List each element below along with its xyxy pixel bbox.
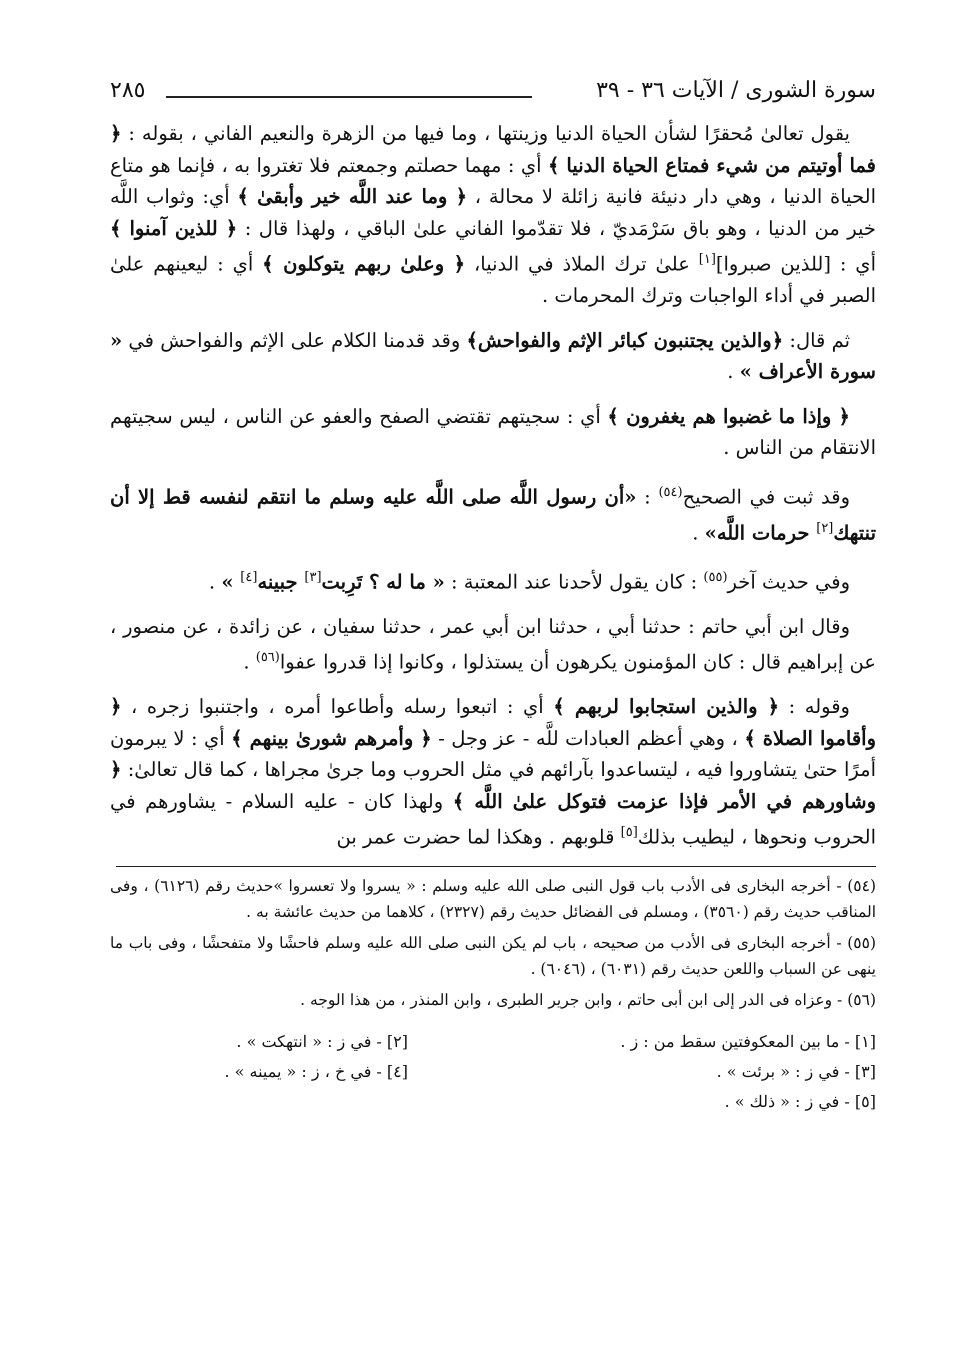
text-run: أي : لا يبرمون أمرًا حتىٰ يتشاوروا فيه ، ليتساعدوا بآرائهم في مثل الحروب وما جرىٰ مجراها ، كما قال تعالىٰ: — [110, 726, 876, 781]
footnote-56: (٥٦) - وعزاه فى الدر إلى ابن أبى حاتم ، وابن جرير الطبرى ، وابن المنذر ، من هذا الوجه . — [300, 991, 876, 1009]
reference-marker: (٥٤) — [658, 484, 683, 500]
running-title: سورة الشورى / الآيات ٣٦ - ٣٩ — [596, 78, 876, 103]
reference-marker: [٥] — [620, 825, 638, 840]
text-run: وقوله : — [779, 695, 850, 718]
quoted-text: ﴿ وأمرهم شورىٰ بينهم ﴾ — [231, 726, 432, 750]
text-run: يقول تعالىٰ مُحقرًا لشأن الحياة الدنيا وزينتها ، وما فيها من الزهرة والنعيم الفاني ، بقوله : — [121, 122, 850, 145]
text-run: . — [727, 360, 740, 383]
quoted-text: حرمات اللَّه» — [704, 521, 817, 544]
text-run: ثم قال: — [783, 328, 850, 352]
note-3: [٣] - في ز : « برئت » . — [716, 1062, 876, 1081]
text-run: أي : سجيتهم تقتضي الصفح والعفو عن الناس ، ليس سجيتهم الانتقام من الناس . — [110, 404, 876, 459]
text-run: : — [636, 485, 659, 508]
text-run: . — [692, 521, 705, 544]
reference-marker: [٤] — [240, 569, 258, 585]
paragraph — [110, 691, 876, 853]
quoted-text: ﴿والذين يجتنبون كبائر الإثم والفواحش﴾ — [466, 328, 784, 352]
text-run: وقال ابن أبي حاتم : حدثنا أبي ، حدثنا ابن أبي عمر ، حدثنا سفيان ، عن زائدة ، عن منصور ، عن إبراهيم قال : كان المؤمنون يكرهون أن يستذلوا ، وكانوا إذا قدروا عفوا — [110, 614, 876, 674]
footnote-55: (٥٥) - أخرجه البخارى فى الأدب من صحيحه ، باب لم يكن النبى صلى الله عليه وسلم فاحشًا ولا متفحشًا ، وفى باب ما ينهى عن السباب واللعن حديث رقم (٦٠٣١) ، (٦٠٤٦) . — [110, 934, 876, 978]
paragraph — [110, 611, 876, 679]
footnote-separator — [116, 866, 876, 867]
text-run: . — [243, 650, 256, 674]
paragraph — [110, 562, 876, 598]
paragraph — [110, 401, 876, 464]
quoted-text: ﴿ وعلىٰ ربهم يتوكلون ﴾ — [262, 252, 466, 276]
reference-marker: (٥٦) — [255, 650, 280, 665]
note-row — [110, 1027, 876, 1057]
quoted-text: ﴿ وشاورهم في الأمر فإذا عزمت فتوكل علىٰ اللَّه ﴾ — [110, 758, 876, 813]
reference-marker: [٢] — [816, 520, 834, 536]
page-header — [110, 78, 876, 114]
note-1: [١] - ما بين المعكوفتين سقط من : ز . — [620, 1032, 876, 1051]
note-row — [110, 1057, 876, 1087]
text-run: ، وهي أعظم العبادات للَّه - عز وجل - — [431, 726, 745, 750]
header-rule — [166, 96, 532, 98]
editor-notes — [110, 1027, 876, 1117]
text-run: أي : اتبعوا رسله وأطاعوا أمره ، واجتنبوا زجره ، — [121, 695, 554, 718]
text-run: وقد ثبت في الصحيح — [682, 485, 851, 508]
quoted-text: ﴿ وما عند اللَّه خير وأبقىٰ ﴾ — [237, 185, 468, 208]
quoted-text: جبينه — [257, 570, 305, 593]
paragraph — [110, 325, 876, 388]
note-5: [٥] - في ز : « ذلك » . — [724, 1092, 876, 1111]
quoted-text: ﴿ والذين استجابوا لربهم ﴾ — [553, 695, 780, 718]
main-text — [110, 118, 876, 853]
reference-marker: [٣] — [304, 569, 322, 585]
text-run: أي : مهما حصلتم وجمعتم فلا تغتروا به ، فإنما هو متاع الحياة الدنيا ، وهي دار دنيئة فانية زائلة لا محالة ، — [110, 153, 877, 208]
paragraph — [110, 477, 876, 549]
quoted-text: ﴿ للذين آمنوا ﴾ — [110, 216, 238, 240]
quoted-text: » — [221, 570, 241, 593]
reference-marker: [١] — [698, 252, 716, 267]
text-run: علىٰ ترك الملاذ في الدنيا، — [465, 252, 699, 276]
quoted-text: « سورة الأعراف » — [110, 328, 876, 383]
quoted-text: ﴿ وإذا ما غضبوا هم يغفرون ﴾ — [607, 404, 850, 428]
text-run: ولهذا كان - عليه السلام - يشاورهم في الحروب ونحوها ، ليطيب بذلك — [110, 789, 876, 849]
reference-marker: (٥٥) — [703, 569, 728, 585]
quoted-text: « ما له ؟ تَرِبت — [321, 570, 445, 593]
note-2: [٢] - في ز : « انتهكت » . — [236, 1032, 408, 1051]
paragraph — [110, 118, 876, 312]
text-run: قلوبهم . وهكذا لما حضرت عمر بن — [336, 825, 621, 849]
quoted-text: ﴿ وأقاموا الصلاة ﴾ — [110, 695, 876, 750]
quoted-text: ﴿ فما أوتيتم من شيء فمتاع الحياة الدنيا ﴾ — [110, 122, 876, 177]
note-4: [٤] - في خ ، ز : « يمينه » . — [224, 1062, 408, 1081]
text-run: أي : [للذين صبروا] — [715, 252, 876, 276]
text-run: أي : ليعينهم علىٰ الصبر في أداء الواجبات وترك المحرمات . — [110, 252, 876, 307]
text-run: : كان يقول لأحدنا عند المعتبة : — [444, 570, 704, 593]
text-run: وقد قدمنا الكلام على الإثم والفواحش في — [122, 328, 467, 352]
book-page — [110, 78, 876, 1338]
text-run: . — [208, 570, 222, 593]
text-run: أي: وثواب اللَّه خير من الدنيا ، وهو باق سَرْمَديّ ، فلا تقدّموا الفاني علىٰ الباقي ، ولهذا قال : — [110, 185, 876, 240]
footnotes — [110, 873, 876, 1013]
footnote-54: (٥٤) - أخرجه البخارى فى الأدب باب قول النبى صلى الله عليه وسلم : « يسروا ولا تعسروا »حديث رقم (٦١٢٦) ، وفى المناقب حديث رقم (٣٥٦٠) ، ومسلم فى الفضائل حديث رقم (٢٣٢٧) ، كلاهما من حديث عائشة به . — [110, 877, 877, 921]
page-number: ٢٨٥ — [110, 78, 146, 103]
text-run: وفي حديث آخر — [727, 570, 850, 593]
quoted-text: «أن رسول اللَّه صلى اللَّه عليه وسلم ما انتقم لنفسه قط إلا أن تنتهك — [110, 485, 876, 544]
note-row — [110, 1087, 876, 1117]
